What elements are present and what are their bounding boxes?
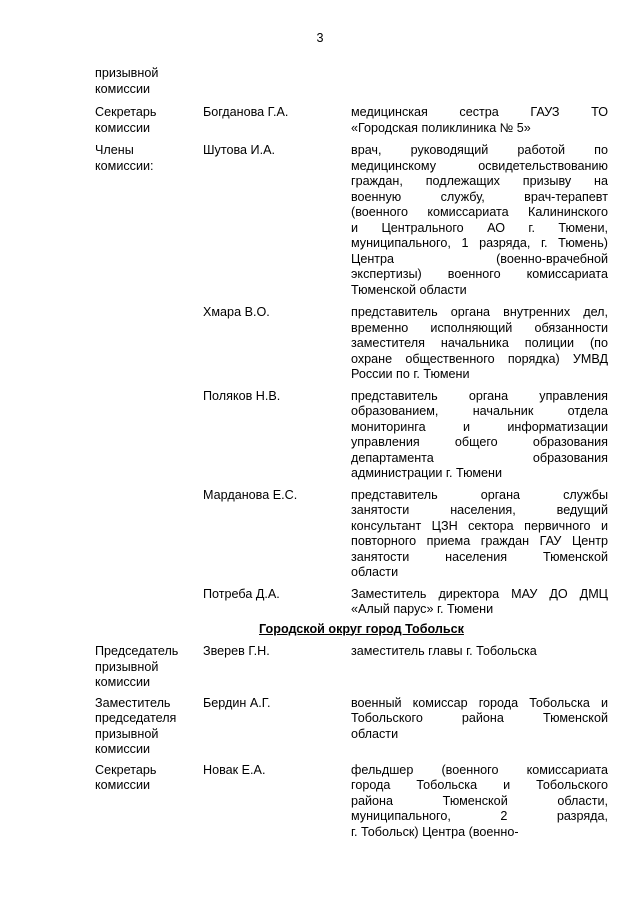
- member-name: Новак Е.А.: [203, 762, 266, 777]
- commission-member-row: [95, 696, 608, 758]
- member-description: [351, 305, 608, 383]
- member-role: [95, 105, 203, 136]
- description-line: Тобольского района Тюменской: [351, 711, 608, 725]
- section-heading: Городской округ город Тобольск: [259, 621, 464, 636]
- page-number: 3: [316, 31, 324, 45]
- role-line: комиссии: [95, 120, 151, 135]
- description-line: «Городская поликлиника № 5»: [351, 120, 531, 135]
- description-line: заместителя начальника полиции (по: [351, 336, 608, 350]
- description-line: врач, руководящий работой по: [351, 143, 608, 157]
- member-role: [95, 696, 203, 758]
- description-line: экспертизы) военного комиссариата: [351, 267, 608, 281]
- description-line: департамента образования: [351, 450, 608, 465]
- role-line: председателя: [95, 711, 177, 725]
- role-line: Секретарь: [95, 105, 157, 119]
- role-line: Заместитель: [95, 695, 171, 710]
- member-name: Поляков Н.В.: [203, 388, 281, 403]
- description-line: администрации г. Тюмени: [351, 466, 503, 480]
- description-line: и Центрального АО г. Тюмени,: [351, 220, 608, 235]
- commission-list: [95, 66, 608, 845]
- member-name: Шутова И.А.: [203, 143, 275, 157]
- member-description: [351, 389, 608, 482]
- role-line: призывной: [95, 659, 159, 674]
- member-name: Богданова Г.А.: [203, 105, 289, 119]
- description-line: области: [351, 726, 399, 741]
- role-line: призывной: [95, 726, 159, 741]
- role-line: комиссии: [95, 675, 151, 689]
- member-name: Зверев Г.Н.: [203, 644, 270, 658]
- commission-member-row: [95, 105, 608, 136]
- commission-member-row: [95, 644, 608, 691]
- commission-member-row: [95, 763, 608, 841]
- role-line: комиссии: [95, 778, 151, 792]
- role-line: Председатель: [95, 644, 179, 658]
- description-line: медицинская сестра ГАУЗ ТО: [351, 105, 608, 119]
- description-line: занятости населения Тюменской: [351, 549, 608, 564]
- description-line: медицинскому освидетельствованию: [351, 158, 608, 173]
- commission-member-row: [95, 587, 608, 618]
- commission-member-row: [95, 389, 608, 482]
- description-line: Заместитель директора МАУ ДО ДМЦ: [351, 586, 608, 601]
- description-line: мониторинга и информатизации: [351, 419, 608, 434]
- member-description: [351, 587, 608, 618]
- role-line: комиссии:: [95, 158, 154, 173]
- description-line: области: [351, 565, 399, 579]
- description-line: управления общего образования: [351, 435, 608, 449]
- description-line: г. Тобольск) Центра (военно-: [351, 824, 519, 839]
- description-line: охране общественного порядка) УМВД: [351, 351, 608, 366]
- description-line: заместитель главы г. Тобольска: [351, 644, 537, 658]
- member-role: [95, 66, 203, 97]
- commission-member-row: [95, 488, 608, 581]
- member-role: [95, 644, 203, 691]
- member-name: Бердин А.Г.: [203, 695, 271, 710]
- description-line: повторного приема граждан ГАУ Центр: [351, 534, 608, 548]
- description-line: муниципального, 1 разряда, г. Тюмень): [351, 236, 608, 250]
- member-name: Хмара В.О.: [203, 305, 270, 319]
- member-name: Марданова Е.С.: [203, 487, 298, 502]
- description-line: России по г. Тюмени: [351, 367, 470, 381]
- description-line: города Тобольска и Тобольского: [351, 778, 608, 792]
- commission-member-row: [95, 143, 608, 298]
- description-line: муниципального, 2 разряда,: [351, 809, 608, 823]
- description-line: военный комиссар города Тобольска и: [351, 695, 608, 710]
- description-line: образованием, начальник отдела: [351, 404, 608, 418]
- role-line: комиссии: [95, 81, 151, 96]
- member-description: [351, 763, 608, 841]
- member-role: [95, 763, 203, 794]
- role-line: Члены: [95, 143, 134, 157]
- description-line: Тюменской области: [351, 282, 467, 297]
- description-line: Центра (военно-врачебной: [351, 251, 608, 266]
- description-line: фельдшер (военного комиссариата: [351, 762, 608, 777]
- description-line: района Тюменской области,: [351, 793, 608, 808]
- role-line: Секретарь: [95, 762, 157, 777]
- description-line: граждан, подлежащих призыву на: [351, 174, 608, 188]
- description-line: представитель органа внутренних дел,: [351, 305, 608, 319]
- member-description: [351, 488, 608, 581]
- description-line: представитель органа управления: [351, 388, 608, 403]
- description-line: временно исполняющий обязанности: [351, 320, 608, 335]
- role-line: призывной: [95, 66, 159, 80]
- description-line: «Алый парус» г. Тюмени: [351, 602, 494, 616]
- description-line: занятости населения, ведущий: [351, 503, 608, 517]
- member-description: [351, 143, 608, 298]
- description-line: (военного комиссариата Калининского: [351, 205, 608, 219]
- member-role: [95, 143, 203, 174]
- description-line: военную службу, врач-терапевт: [351, 189, 608, 204]
- description-line: представитель органа службы: [351, 487, 608, 502]
- member-description: [351, 696, 608, 743]
- description-line: консультант ЦЗН сектора первичного и: [351, 518, 608, 533]
- role-line: комиссии: [95, 742, 151, 756]
- commission-member-row: [95, 66, 608, 97]
- commission-member-row: [95, 305, 608, 383]
- member-description: [351, 644, 608, 660]
- member-name: Потреба Д.А.: [203, 586, 280, 601]
- member-description: [351, 105, 608, 136]
